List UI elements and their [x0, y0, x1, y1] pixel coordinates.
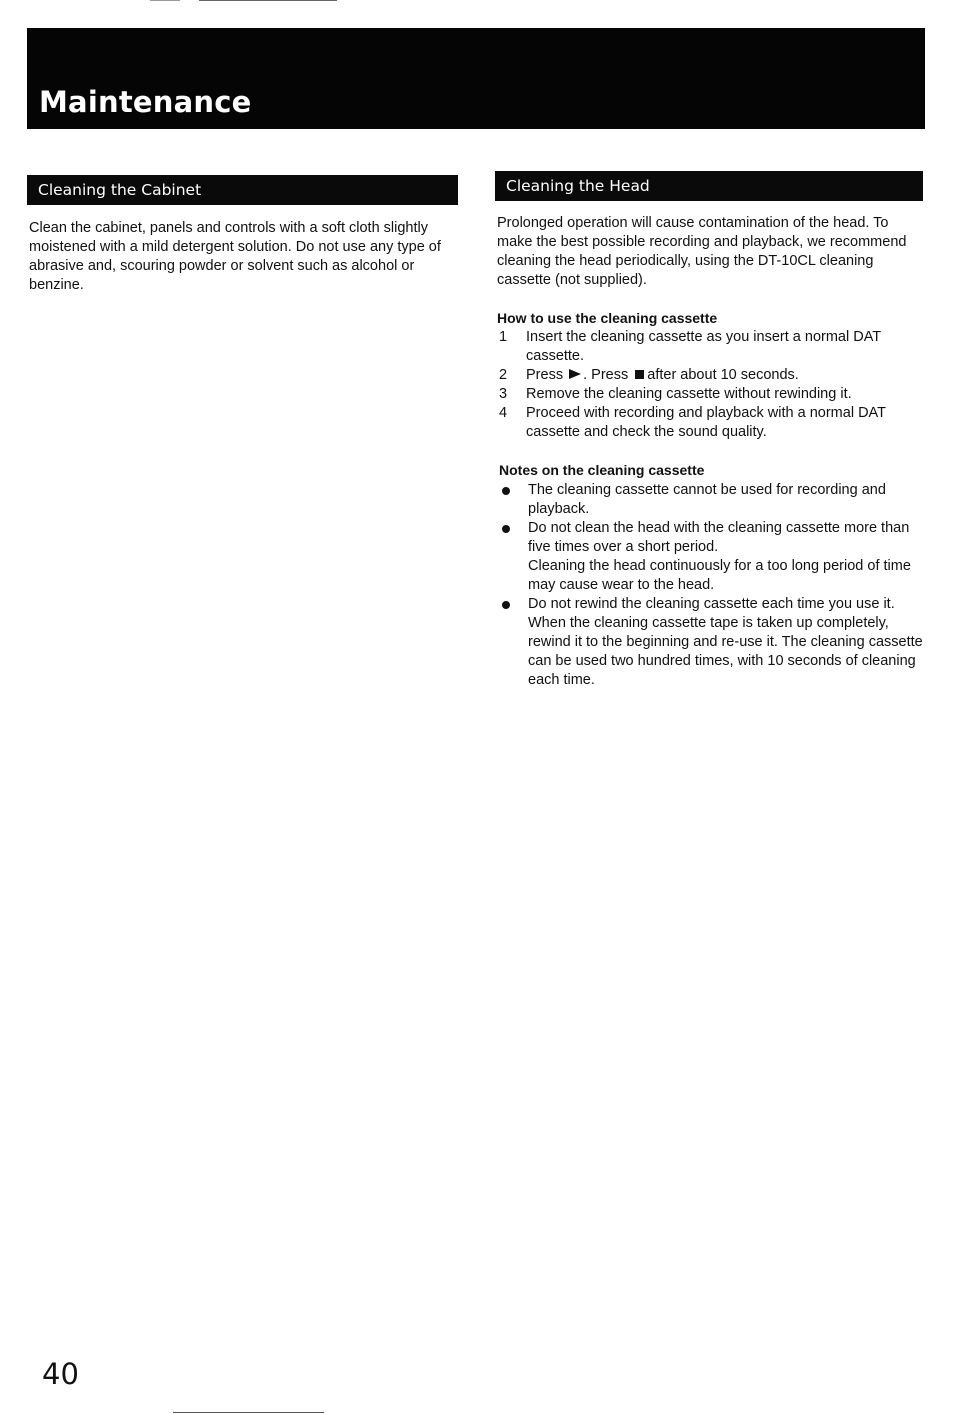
bullet-icon [502, 487, 510, 495]
note-text-continued: Cleaning the head continuously for a too long period of time may cause wear to the head. [528, 558, 911, 593]
step-text-part: Press [526, 367, 564, 383]
notes-list [499, 481, 931, 690]
step-item [497, 366, 929, 385]
bullet-icon [502, 601, 510, 609]
step-item [497, 328, 929, 366]
note-text: Do not rewind the cleaning cassette each time you use it. When the cleaning cassette tape is taken up completely, rewind it to the beginning and re-use it. The cleaning cassette can be used two hundred times, with 10 seconds of cleaning each time. [528, 596, 923, 688]
section-heading-cabinet: Cleaning the Cabinet [27, 175, 458, 205]
note-item [499, 481, 931, 519]
step-text: Proceed with recording and playback with a normal DAT cassette and check the sound quality. [526, 405, 886, 440]
head-intro-text: Prolonged operation will cause contamination of the head. To make the best possible recording and playback, we recommend cleaning the head periodically, using the DT-10CL cleaning cassette (not supplied). [497, 215, 907, 288]
play-icon [569, 369, 581, 379]
step-text: Remove the cleaning cassette without rewinding it. [526, 386, 852, 402]
step-number: 3 [499, 386, 508, 402]
section-heading-head: Cleaning the Head [495, 171, 923, 201]
title-banner [27, 28, 925, 129]
top-rule-short [150, 0, 180, 1]
step-text-part: after about 10 seconds. [647, 367, 799, 383]
page-title: Maintenance [39, 85, 252, 119]
step-number: 1 [499, 329, 508, 345]
bullet-icon [502, 525, 510, 533]
cabinet-body-text: Clean the cabinet, panels and controls with a soft cloth slightly moistened with a mild detergent solution. Do not use any type of abrasive and, scouring powder or solvent such as alcohol or benzine. [29, 220, 441, 293]
step-text-part: . Press [583, 367, 629, 383]
note-text: The cleaning cassette cannot be used for recording and playback. [528, 482, 886, 517]
steps-heading: How to use the cleaning cassette [497, 310, 718, 326]
top-rule [199, 0, 337, 1]
note-text: Do not clean the head with the cleaning cassette more than five times over a short period. [528, 520, 910, 555]
step-number: 2 [499, 367, 508, 383]
note-item [499, 595, 931, 690]
step-item [497, 385, 929, 404]
page-number: 40 [42, 1357, 79, 1391]
note-item [499, 519, 931, 595]
step-item [497, 404, 929, 442]
steps-list [497, 328, 929, 442]
step-text: Insert the cleaning cassette as you insert a normal DAT cassette. [526, 329, 881, 364]
step-number: 4 [499, 405, 508, 421]
bottom-rule [173, 1412, 324, 1413]
notes-heading: Notes on the cleaning cassette [499, 462, 705, 478]
stop-icon [635, 370, 644, 379]
